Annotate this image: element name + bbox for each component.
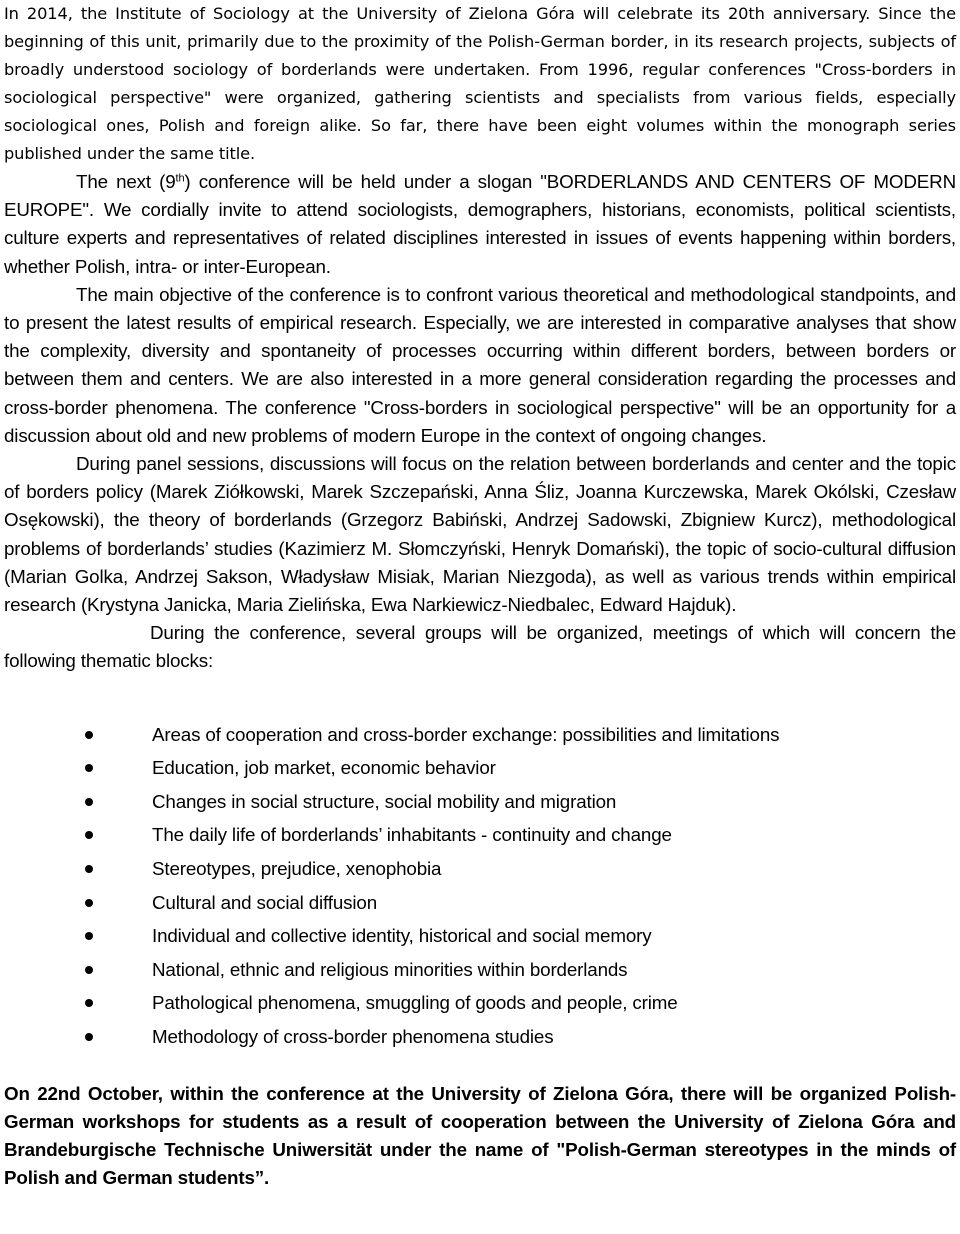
groups-paragraph: During the conference, several groups will be organized, meetings of which will concern the following thematic blocks: — [4, 622, 956, 672]
bullet-icon — [85, 831, 93, 839]
bullet-icon — [85, 932, 93, 940]
ordinal-superscript: th — [175, 172, 185, 185]
thematic-blocks-list — [4, 718, 956, 1054]
panel-sessions-paragraph: During panel sessions, discussions will focus on the relation between borderlands and center and the topic of borders policy (Marek Ziółkowski, Marek Szczepański, Anna Śliz, Joanna Kurczewska, Marek Okólski, Czesław Osękowski), the theory of borderlands (Grzegorz Babiński, Andrzej Sadowski, Zbigniew Kurcz), methodological problems of borderlands’ studies (Kazimierz M. Słomczyński, Henryk Domański), the topic of socio-cultural diffusion (Marian Golka, Andrzej Sakson, Władysław Misiak, Marian Niezgoda), as well as various trends within empirical research (Krystyna Janicka, Maria Zielińska, Ewa Narkiewicz-Niedbalec, Edward Hajduk). — [4, 453, 956, 616]
bullet-icon — [85, 999, 93, 1007]
objective-paragraph: The main objective of the conference is to confront various theoretical and methodological standpoints, and to present the latest results of empirical research. Especially, we are interested in comparative analyses that show the complexity, diversity and spontaneity of processes occurring within different borders, between borders or between them and centers. We are also interested in a more general consideration regarding the processes and cross-border phenomena. The conference "Cross-borders in sociological perspective" will be an opportunity for a discussion about old and new problems of modern Europe in the context of ongoing changes. — [4, 283, 956, 446]
intro-paragraph: In 2014, the Institute of Sociology at the University of Zielona Góra will celebrate its 20th anniversary. Since the beginning of this unit, primarily due to the proximity of the Polish-German border, in its research projects, subjects of broadly understood sociology of borderlands were undertaken. From 1996, regular conferences "Cross-borders in sociological perspective" were organized, gathering scientists and specialists from various fields, especially sociological ones, Polish and foreign alike. So far, there have been eight volumes within the monograph series published under the same title. — [4, 4, 956, 163]
list-item-text: Cultural and social diffusion — [152, 891, 377, 913]
next-conference-text-start: The next (9 — [76, 171, 176, 192]
list-item-text: The daily life of borderlands’ inhabitants - continuity and change — [152, 824, 672, 846]
list-item — [4, 718, 956, 752]
bullet-icon — [85, 966, 93, 974]
bullet-icon — [85, 764, 93, 772]
list-item-text: Individual and collective identity, historical and social memory — [152, 925, 652, 947]
list-item — [4, 818, 956, 852]
list-item-text: Areas of cooperation and cross-border exchange: possibilities and limitations — [152, 723, 780, 745]
list-item — [4, 886, 956, 920]
bullet-icon — [85, 1033, 93, 1041]
workshops-announcement: On 22nd October, within the conference at the University of Zielona Góra, there will be organized Polish-German workshops for students as a result of cooperation between the University of Zielona Góra and Brandeburgische Technische Uniwersität under the name of "Polish-German stereotypes in the minds of Polish and German students”. — [4, 1082, 956, 1189]
list-item — [4, 785, 956, 819]
list-item — [4, 751, 956, 785]
next-conference-paragraph — [4, 168, 956, 281]
list-item — [4, 953, 956, 987]
list-item-text: Pathological phenomena, smuggling of goods and people, crime — [152, 992, 678, 1014]
list-item-text: Stereotypes, prejudice, xenophobia — [152, 858, 442, 880]
bullet-icon — [85, 798, 93, 806]
bullet-icon — [85, 899, 93, 907]
list-item — [4, 852, 956, 886]
list-item-text: National, ethnic and religious minorities within borderlands — [152, 958, 628, 980]
next-conference-text-rest: ) conference will be held under a slogan "BORDERLANDS AND CENTERS OF MODERN EUROPE". We cordially invite to attend sociologists, demographers, historians, economists, political scientists, culture experts and representatives of related disciplines interested in issues of events happening within borders, whether Polish, intra- or inter-European. — [4, 171, 956, 277]
list-item-text: Changes in social structure, social mobility and migration — [152, 790, 617, 812]
bullet-icon — [85, 731, 93, 739]
list-item — [4, 919, 956, 953]
list-item-text: Methodology of cross-border phenomena studies — [152, 1026, 554, 1047]
bullet-icon — [85, 865, 93, 873]
list-item — [4, 986, 956, 1020]
list-item-text: Education, job market, economic behavior — [152, 757, 496, 779]
list-item — [4, 1020, 956, 1054]
